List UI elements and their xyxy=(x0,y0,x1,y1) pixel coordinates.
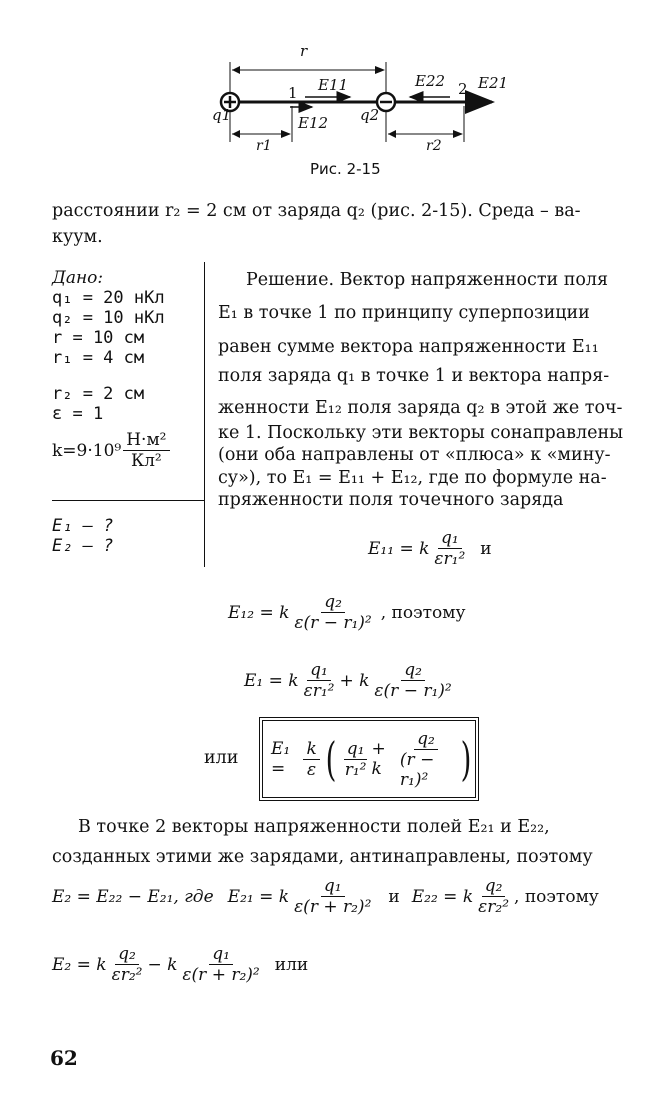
formula-e21-frac xyxy=(291,876,374,917)
given-epsilon: ε = 1 xyxy=(52,404,104,424)
label-e11: E11 xyxy=(318,76,349,94)
formula-boxed-num1: q₁ xyxy=(344,739,368,760)
point2-line-1: В точке 2 векторы напряженности полей E₂₁ и E₂₂, xyxy=(78,817,550,837)
find-e2: E₂ – ? xyxy=(52,536,114,556)
given-r: r = 10 см xyxy=(52,328,145,348)
formula-e21-lhs: E₂₁ = k xyxy=(227,886,290,907)
solution-line-4: поля заряда q₁ в точке 1 и вектора напря- xyxy=(218,365,610,386)
label-e21: E21 xyxy=(478,74,509,92)
formula-e2-therefore: , поэтому xyxy=(514,886,599,907)
formula-boxed-lhs: E₁ = xyxy=(271,739,291,779)
point2-text xyxy=(52,812,642,872)
formula-e12-therefore: , поэтому xyxy=(380,602,466,623)
given-r1: r₁ = 4 см xyxy=(52,348,145,368)
formula-boxed-num2: q₂ xyxy=(414,729,438,750)
formula-e22-lhs: E₂₂ = k xyxy=(411,886,474,907)
intro-line-1: расстоянии r₂ = 2 см от заряда q₂ (рис. 2-15). Среда – ва- xyxy=(52,201,581,221)
formula-e2-def: E₂ = E₂₂ − E₂₁, где xyxy=(52,886,214,907)
formula-boxed-rparen: ) xyxy=(460,732,472,786)
formula-e21-den: ε(r + r₂)² xyxy=(294,897,372,917)
page-number: 62 xyxy=(50,1046,78,1070)
formula-e12 xyxy=(228,592,466,633)
formula-e22-num: q₂ xyxy=(482,876,506,897)
given-k-units xyxy=(123,430,169,471)
label-e12: E12 xyxy=(298,114,329,132)
given-q1: q₁ = 20 нКл xyxy=(52,288,165,308)
formula-e11-frac xyxy=(431,528,468,569)
formula-e2-frac1 xyxy=(109,944,146,985)
given-k-prefix: k=9·10⁹ xyxy=(52,440,122,461)
figure-diagram xyxy=(200,40,530,170)
formula-e2-den2: ε(r + r₂)² xyxy=(182,965,260,985)
intro-text xyxy=(52,196,642,252)
formula-e1-den1: εr₁² xyxy=(303,681,335,701)
formula-e1-lhs: E₁ = k xyxy=(244,670,299,691)
formula-e1-frac1 xyxy=(301,660,338,701)
formula-e2-minus: − k xyxy=(147,954,178,975)
formula-boxed-kfrac xyxy=(303,739,319,780)
formula-e2-num2: q₁ xyxy=(209,944,233,965)
given-q2: q₂ = 10 нКл xyxy=(52,308,165,328)
formula-e1 xyxy=(244,660,457,701)
formula-e2 xyxy=(52,944,308,985)
given-r2: r₂ = 2 см xyxy=(52,384,145,404)
formula-e11 xyxy=(368,528,492,569)
formula-e1-den2: ε(r − r₁)² xyxy=(374,681,452,701)
or-label-1: или xyxy=(204,748,239,768)
formula-e2-frac2 xyxy=(179,944,262,985)
formula-e1-num2: q₂ xyxy=(401,660,425,681)
formula-boxed-frac1 xyxy=(342,739,370,780)
formula-e2-lhs: E₂ = k xyxy=(52,954,107,975)
solution-text xyxy=(218,266,628,515)
formula-boxed-knum: k xyxy=(303,739,319,760)
formula-e1-plus: + k xyxy=(339,670,370,691)
formula-e12-lhs: E₁₂ = k xyxy=(228,602,290,623)
formula-e12-frac xyxy=(291,592,374,633)
formula-e1-frac2 xyxy=(371,660,454,701)
given-separator xyxy=(52,500,204,501)
formula-e21-num: q₁ xyxy=(321,876,345,897)
formula-e2-and: и xyxy=(388,886,400,907)
solution-line-8: су»), то E₁ = E₁₁ + E₁₂, где по формуле на- xyxy=(218,467,607,488)
solution-line-6: ке 1. Поскольку эти векторы сонаправлены xyxy=(218,422,624,443)
given-title: Дано: xyxy=(52,268,104,288)
figure-caption: Рис. 2-15 xyxy=(310,160,381,178)
label-point2: 2 xyxy=(458,80,468,98)
solution-line-5: женности E₁₂ поля заряда q₂ в этой же точ- xyxy=(218,398,623,418)
given-vertical-divider xyxy=(204,262,205,567)
formula-e2-num1: q₂ xyxy=(115,944,139,965)
formula-boxed-lparen: ( xyxy=(325,732,337,786)
given-k xyxy=(52,430,202,471)
formula-e12-num: q₂ xyxy=(321,592,345,613)
formula-boxed xyxy=(262,720,476,798)
label-r1: r1 xyxy=(256,138,272,154)
label-point1: 1 xyxy=(288,84,298,102)
formula-e12-den: ε(r − r₁)² xyxy=(294,613,372,633)
label-r2: r2 xyxy=(426,138,442,154)
formula-boxed-plus: + k xyxy=(371,739,386,779)
label-q2: q2 xyxy=(360,106,380,124)
label-e22: E22 xyxy=(415,72,446,90)
formula-e1-num1: q₁ xyxy=(307,660,331,681)
solution-line-7: (они оба направлены от «плюса» к «мину- xyxy=(218,445,611,465)
label-r: r xyxy=(300,42,308,60)
formula-e2-or: или xyxy=(274,954,309,975)
solution-line-3: равен сумме вектора напряженности E₁₁ xyxy=(218,337,599,357)
solution-line-2: E₁ в точке 1 по принципу суперпозиции xyxy=(218,302,590,323)
given-block xyxy=(52,268,202,471)
formula-boxed-kden: ε xyxy=(307,759,317,780)
intro-line-2: куум. xyxy=(52,227,103,247)
formula-e11-den: εr₁² xyxy=(434,549,466,569)
formula-e22-frac xyxy=(475,876,512,917)
formula-boxed-den2: (r − r₁)² xyxy=(399,749,435,790)
point2-line-2: созданных этими же зарядами, антинаправлены, поэтому xyxy=(52,847,593,867)
find-e1: E₁ – ? xyxy=(52,516,114,536)
formula-e2-definitions xyxy=(52,876,599,917)
formula-e11-num: q₁ xyxy=(438,528,462,549)
formula-e22-den: εr₂² xyxy=(478,897,510,917)
find-block xyxy=(52,516,113,556)
formula-e11-lhs: E₁₁ = k xyxy=(368,538,430,559)
solution-line-1: Решение. Вектор напряженности поля xyxy=(246,270,609,290)
given-k-den: Кл² xyxy=(130,451,162,471)
solution-line-9: пряженности поля точечного заряда xyxy=(218,490,564,510)
figure xyxy=(200,40,530,190)
formula-e2-den1: εr₂² xyxy=(111,965,143,985)
formula-boxed-den1: r₁² xyxy=(344,759,367,780)
formula-boxed-frac2 xyxy=(397,729,455,790)
formula-e11-and: и xyxy=(480,538,492,559)
given-k-num: Н·м² xyxy=(123,430,169,451)
label-q1: q1 xyxy=(212,106,232,124)
